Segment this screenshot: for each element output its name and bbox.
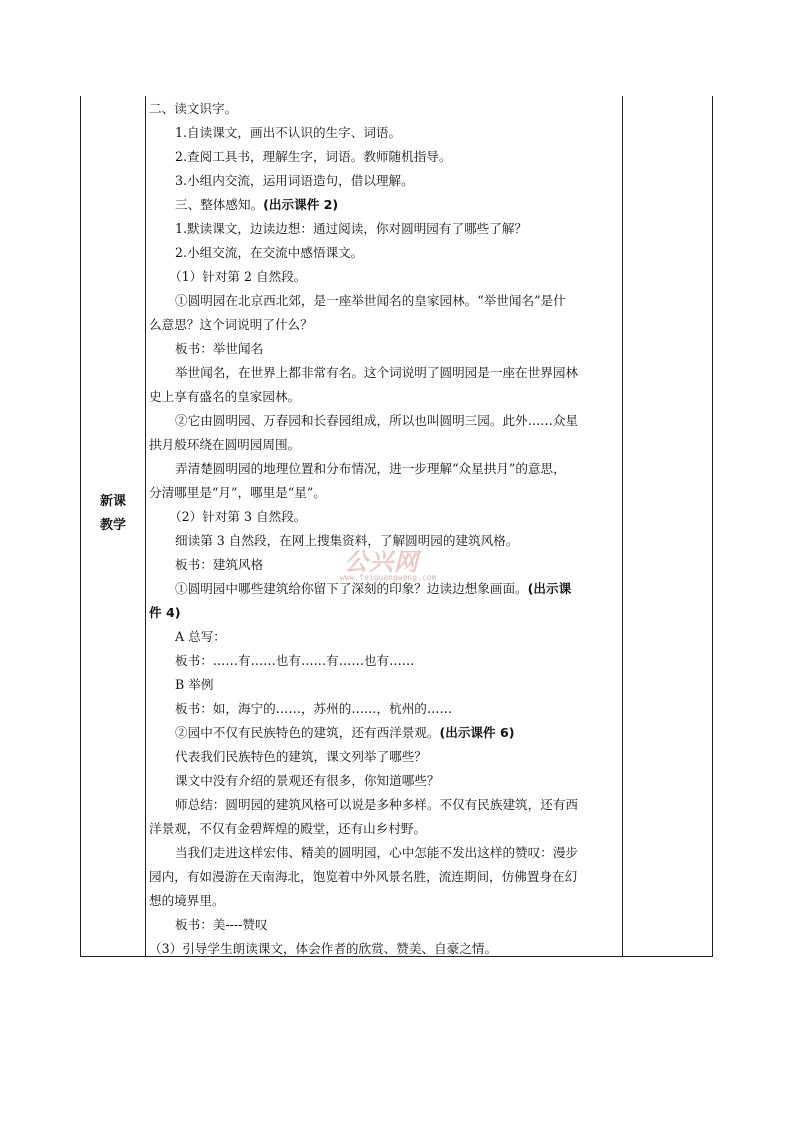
text-line: [149, 625, 621, 649]
lesson-content-cell: [149, 97, 621, 961]
section-label-line-1: 新课: [99, 494, 126, 509]
text-line: [149, 577, 621, 601]
text-segment: 弄清楚圆明园的地理位置和分布情况，进一步理解“众星拱月”的意思，: [175, 461, 566, 476]
text-line: [149, 289, 621, 313]
text-line: [149, 529, 621, 553]
text-line: [149, 433, 621, 457]
table-border-left: [80, 96, 81, 957]
text-segment: B 举例: [175, 677, 214, 692]
table-border-right: [712, 96, 713, 957]
text-line: [149, 193, 621, 217]
text-line: [149, 721, 621, 745]
text-line: [149, 817, 621, 841]
table-column-divider: [145, 96, 146, 957]
text-line: [149, 505, 621, 529]
text-segment: 板书：美----赞叹: [175, 917, 268, 932]
text-segment: 洋景观，不仅有金碧辉煌的殿堂，还有山乡村野。: [149, 821, 427, 836]
text-segment: 板书：如，海宁的……，苏州的……，杭州的……: [175, 701, 453, 716]
text-line: [149, 121, 621, 145]
text-segment: 三、整体感知。: [175, 197, 264, 212]
text-line: [149, 793, 621, 817]
courseware-reference: (出示课件 2): [263, 197, 339, 212]
text-segment: 2.小组交流，在交流中感悟课文。: [175, 245, 364, 260]
text-segment: 1.自读课文，画出不认识的生字、词语。: [175, 125, 402, 140]
text-line: [149, 409, 621, 433]
courseware-reference: 件 4): [149, 605, 181, 620]
text-line: [149, 337, 621, 361]
text-line: [149, 913, 621, 937]
text-line: [149, 385, 621, 409]
text-segment: 板书：举世闻名: [175, 341, 264, 356]
watermark-text: 公兴网: [344, 548, 419, 576]
text-segment: 当我们走进这样宏伟、精美的圆明园，心中怎能不发出这样的赞叹：漫步: [175, 845, 578, 860]
text-segment: ②园中不仅有民族特色的建筑，还有西洋景观。: [175, 725, 440, 740]
text-line: [149, 673, 621, 697]
text-segment: 史上享有盛名的皇家园林。: [149, 389, 301, 404]
text-segment: 么意思？这个词说明了什么？: [149, 317, 313, 332]
text-line: [149, 457, 621, 481]
text-segment: （2）针对第 3 自然段。: [169, 509, 307, 524]
text-line: [149, 649, 621, 673]
text-segment: 园内，有如漫游在天南海北，饱览着中外风景名胜，流连期间，仿佛置身在幻: [149, 869, 578, 884]
section-label-cell: [82, 490, 144, 538]
text-segment: A 总写：: [175, 629, 226, 644]
text-line: [149, 361, 621, 385]
text-line: [149, 217, 621, 241]
text-segment: （3）引导学生朗读课文，体会作者的欣赏、赞美、自豪之情。: [149, 941, 498, 956]
watermark-url: www.feiguangwang.com: [340, 573, 437, 582]
text-line: [149, 553, 621, 577]
text-segment: ①圆明园中哪些建筑给你留下了深刻的印象？边读边想象画面。: [175, 581, 528, 596]
text-segment: 1.默读课文，边读边想：通过阅读，你对圆明园有了哪些了解？: [175, 221, 528, 236]
text-segment: 代表我们民族特色的建筑，课文列举了哪些？: [175, 749, 427, 764]
text-segment: 课文中没有介绍的景观还有很多，你知道哪些？: [175, 773, 440, 788]
text-line: [149, 937, 621, 961]
text-line: [149, 601, 621, 625]
text-line: [149, 97, 621, 121]
text-segment: （1）针对第 2 自然段。: [169, 269, 307, 284]
text-line: [149, 481, 621, 505]
text-line: [149, 241, 621, 265]
text-line: [149, 169, 621, 193]
text-segment: 板书：建筑风格: [175, 557, 264, 572]
text-line: [149, 265, 621, 289]
text-line: [149, 841, 621, 865]
table-column-divider: [622, 96, 623, 957]
text-line: [149, 745, 621, 769]
text-segment: 板书：……有……也有……有……也有……: [175, 653, 415, 668]
section-label-line-2: 教学: [99, 518, 126, 533]
text-line: [149, 145, 621, 169]
courseware-reference: (出示课: [527, 581, 572, 596]
text-line: [149, 865, 621, 889]
text-line: [149, 313, 621, 337]
text-segment: 二、读文识字。: [149, 101, 238, 116]
text-segment: 分清哪里是“月”，哪里是“星”。: [149, 485, 326, 500]
text-segment: 细读第 3 自然段，在网上搜集资料，了解圆明园的建筑风格。: [175, 533, 519, 548]
text-line: [149, 889, 621, 913]
text-line: [149, 697, 621, 721]
text-segment: 2.查阅工具书，理解生字，词语。教师随机指导。: [175, 149, 452, 164]
text-segment: 想的境界里。: [149, 893, 225, 908]
text-line: [149, 769, 621, 793]
text-segment: ②它由圆明园、万春园和长春园组成，所以也叫圆明三园。此外……众星: [175, 413, 578, 428]
courseware-reference: (出示课件 6): [439, 725, 515, 740]
text-segment: ①圆明园在北京西北郊，是一座举世闻名的皇家园林。“举世闻名”是什: [175, 293, 566, 308]
text-segment: 举世闻名，在世界上都非常有名。这个词说明了圆明园是一座在世界园林: [175, 365, 578, 380]
text-segment: 师总结：圆明园的建筑风格可以说是多种多样。不仅有民族建筑，还有西: [175, 797, 578, 812]
text-segment: 3.小组内交流，运用词语造句，借以理解。: [175, 173, 414, 188]
text-segment: 拱月般环绕在圆明园周围。: [149, 437, 301, 452]
